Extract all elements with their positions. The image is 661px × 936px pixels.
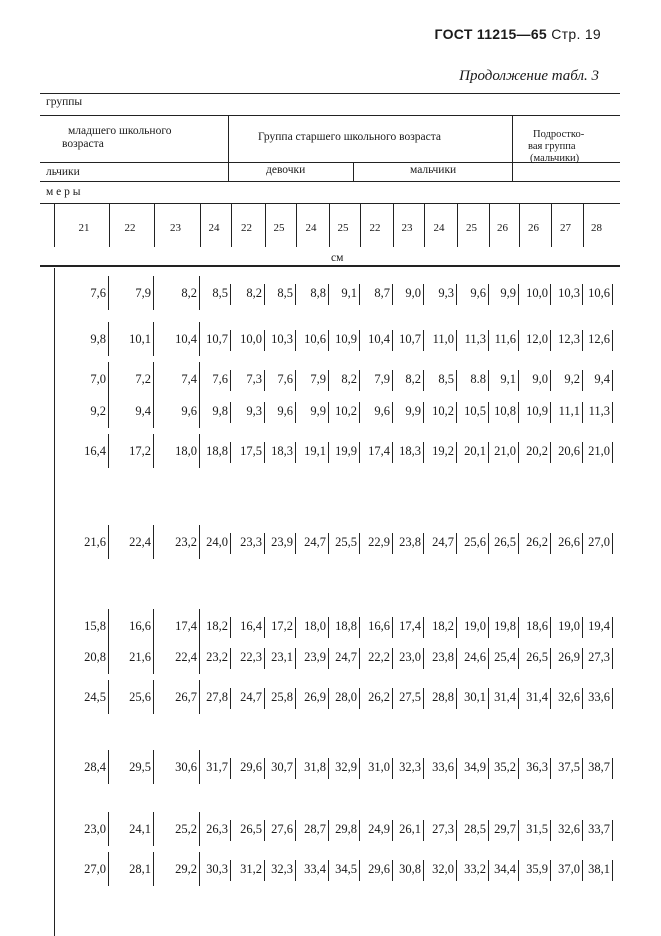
table-cell: 27,6 [271, 822, 293, 836]
table-cell: 21,6 [84, 535, 106, 549]
size-header-cell: 27 [560, 222, 571, 234]
table-cell: 10,0 [526, 286, 548, 300]
size-header-cell: 22 [124, 222, 136, 234]
table-cell: 10,5 [464, 404, 486, 418]
table-cell: 8,5 [438, 372, 454, 386]
table-cell: 28,0 [335, 690, 357, 704]
table-cell: 26,2 [526, 535, 548, 549]
table-cell: 11,6 [494, 332, 516, 346]
cell-divider [612, 860, 613, 881]
table-cell: 22,4 [175, 650, 197, 664]
cell-divider [108, 680, 109, 714]
junior-sub-header: льчики [46, 166, 80, 178]
cell-divider [153, 852, 154, 886]
table-cell: 19,0 [464, 619, 486, 633]
table-cell: 28,4 [84, 760, 106, 774]
table-cell: 10,8 [494, 404, 516, 418]
table-cell: 25,8 [271, 690, 293, 704]
table-cell: 28,1 [129, 862, 151, 876]
table-cell: 11,3 [588, 404, 610, 418]
table-continuation: Продолжение табл. 3 [459, 68, 599, 84]
table-cell: 8,7 [374, 286, 390, 300]
table-cell: 11,1 [558, 404, 580, 418]
cell-divider [108, 525, 109, 559]
table-cell: 7,3 [246, 372, 262, 386]
table-cell: 18,6 [526, 619, 548, 633]
cell-divider [612, 370, 613, 391]
cell-divider [153, 394, 154, 428]
size-row-divider [54, 203, 55, 247]
table-cell: 21,0 [588, 444, 610, 458]
table-cell: 30,3 [206, 862, 228, 876]
cell-divider [612, 820, 613, 841]
girls-sub-header: девочки [266, 164, 306, 176]
table-cell: 33,6 [432, 760, 454, 774]
table-cell: 30,7 [271, 760, 293, 774]
table-cell: 27,0 [588, 535, 610, 549]
size-header-cell: 25 [466, 222, 477, 234]
table-cell: 11,3 [464, 332, 486, 346]
table-cell: 35,9 [526, 862, 548, 876]
size-header-cell: 24 [305, 222, 317, 234]
table-cell: 10,3 [271, 332, 293, 346]
header-divider [228, 115, 229, 181]
cell-divider [108, 750, 109, 784]
table-cell: 16,4 [240, 619, 262, 633]
table-cell: 20,1 [464, 444, 486, 458]
cell-divider [153, 434, 154, 468]
teen-group-header: вая группа [528, 141, 576, 152]
table-cell: 7,0 [90, 372, 106, 386]
cell-divider [612, 402, 613, 423]
table-cell: 9,9 [405, 404, 421, 418]
table-cell: 18,0 [304, 619, 326, 633]
table-cell: 9,4 [135, 404, 151, 418]
table-cell: 29,8 [335, 822, 357, 836]
cell-divider [108, 812, 109, 846]
table-cell: 30,8 [399, 862, 421, 876]
table-cell: 29,2 [175, 862, 197, 876]
table-cell: 33,6 [588, 690, 610, 704]
standard-number: ГОСТ 11215—65 [434, 26, 548, 42]
table-cell: 19,2 [432, 444, 454, 458]
table-cell: 27,5 [399, 690, 421, 704]
cell-divider [108, 434, 109, 468]
table-cell: 7,6 [277, 372, 293, 386]
table-cell: 23,3 [240, 535, 262, 549]
table-cell: 35,2 [494, 760, 516, 774]
size-header-cell: 26 [528, 222, 539, 234]
size-header-cell: 22 [369, 222, 381, 234]
size-header-cell: 28 [591, 222, 602, 234]
cell-divider [612, 648, 613, 669]
table-cell: 26,6 [558, 535, 580, 549]
table-cell: 9,3 [438, 286, 454, 300]
table-cell: 7,9 [135, 286, 151, 300]
table-cell: 9,6 [277, 404, 293, 418]
table-cell: 9,6 [181, 404, 197, 418]
size-header-cell: 25 [337, 222, 349, 234]
table-cell: 18,3 [271, 444, 293, 458]
table-cell: 21,6 [129, 650, 151, 664]
table-cell: 19,1 [304, 444, 326, 458]
table-cell: 24,5 [84, 690, 106, 704]
rule-line [40, 115, 620, 116]
table-cell: 9,9 [310, 404, 326, 418]
table-cell: 9,0 [405, 286, 421, 300]
table-cell: 18,2 [432, 619, 454, 633]
table-cell: 22,4 [129, 535, 151, 549]
table-cell: 26,5 [526, 650, 548, 664]
table-cell: 17,4 [368, 444, 390, 458]
table-cell: 8,2 [181, 286, 197, 300]
table-cell: 23,8 [399, 535, 421, 549]
table-cell: 29,5 [129, 760, 151, 774]
table-cell: 9,0 [532, 372, 548, 386]
table-cell: 10,0 [240, 332, 262, 346]
table-cell: 30,1 [464, 690, 486, 704]
table-cell: 23,9 [304, 650, 326, 664]
table-cell: 19,9 [335, 444, 357, 458]
table-cell: 26,9 [304, 690, 326, 704]
table-cell: 24,7 [335, 650, 357, 664]
table-cell: 10,2 [432, 404, 454, 418]
table-cell: 26,1 [399, 822, 421, 836]
rule-line [40, 93, 620, 94]
rule-line [40, 181, 620, 182]
table-cell: 32,6 [558, 822, 580, 836]
table-cell: 31,8 [304, 760, 326, 774]
table-cell: 9,3 [246, 404, 262, 418]
table-cell: 24,1 [129, 822, 151, 836]
table-cell: 22,2 [368, 650, 390, 664]
table-cell: 9,2 [90, 404, 106, 418]
table-cell: 9,8 [212, 404, 228, 418]
table-cell: 33,2 [464, 862, 486, 876]
table-cell: 7,2 [135, 372, 151, 386]
table-cell: 17,5 [240, 444, 262, 458]
table-cell: 31,2 [240, 862, 262, 876]
table-cell: 25,4 [494, 650, 516, 664]
table-cell: 25,6 [464, 535, 486, 549]
rule-line [40, 203, 620, 204]
table-cell: 7,4 [181, 372, 197, 386]
table-cell: 12,6 [588, 332, 610, 346]
table-cell: 9,1 [341, 286, 357, 300]
teen-group-header: (мальчики) [530, 153, 580, 164]
table-cell: 19,8 [494, 619, 516, 633]
table-cell: 9,6 [374, 404, 390, 418]
table-cell: 10,6 [304, 332, 326, 346]
cell-divider [108, 394, 109, 428]
cell-divider [153, 525, 154, 559]
table-cell: 17,2 [271, 619, 293, 633]
table-cell: 33,4 [304, 862, 326, 876]
size-header-cell: 23 [170, 222, 181, 234]
table-cell: 21,0 [494, 444, 516, 458]
table-cell: 20,6 [558, 444, 580, 458]
table-cell: 28,7 [304, 822, 326, 836]
table-cell: 34,4 [494, 862, 516, 876]
header-divider [512, 115, 513, 181]
table-cell: 31,5 [526, 822, 548, 836]
table-cell: 34,9 [464, 760, 486, 774]
cell-divider [108, 322, 109, 356]
table-cell: 38,1 [588, 862, 610, 876]
body-left-border [54, 268, 55, 936]
table-cell: 19,0 [558, 619, 580, 633]
table-cell: 18,8 [335, 619, 357, 633]
table-cell: 23,8 [432, 650, 454, 664]
table-cell: 9,9 [500, 286, 516, 300]
table-cell: 18,0 [175, 444, 197, 458]
cell-divider [108, 276, 109, 310]
table-cell: 32,3 [271, 862, 293, 876]
table-cell: 17,4 [175, 619, 197, 633]
unit-label: см [331, 252, 344, 264]
senior-group-header: Группа старшего школьного возраста [258, 131, 441, 143]
table-cell: 8,5 [212, 286, 228, 300]
cell-divider [153, 640, 154, 674]
table-cell: 24,7 [240, 690, 262, 704]
table-cell: 10,3 [558, 286, 580, 300]
size-header-cell: 24 [433, 222, 445, 234]
table-cell: 23,0 [84, 822, 106, 836]
table-cell: 28,8 [432, 690, 454, 704]
table-cell: 27,8 [206, 690, 228, 704]
junior-group-header: возраста [62, 138, 104, 150]
cell-divider [612, 284, 613, 305]
table-cell: 10,4 [175, 332, 197, 346]
table-cell: 10,4 [368, 332, 390, 346]
table-cell: 25,5 [335, 535, 357, 549]
size-header-cell: 25 [273, 222, 285, 234]
cell-divider [153, 609, 154, 643]
table-cell: 9,6 [470, 286, 486, 300]
table-cell: 26,3 [206, 822, 228, 836]
size-header-cell: 23 [401, 222, 413, 234]
table-cell: 31,0 [368, 760, 390, 774]
page-number: Стр. 19 [551, 26, 601, 42]
page-header [435, 26, 601, 42]
table-cell: 7,6 [212, 372, 228, 386]
table-cell: 8,2 [405, 372, 421, 386]
table-cell: 9,8 [90, 332, 106, 346]
cell-divider [108, 609, 109, 643]
table-cell: 20,8 [84, 650, 106, 664]
table-cell: 34,5 [335, 862, 357, 876]
group-label: группы [46, 96, 83, 108]
table-cell: 23,2 [175, 535, 197, 549]
rule-line [40, 265, 620, 267]
table-cell: 32,6 [558, 690, 580, 704]
size-header-cell: 22 [241, 222, 252, 234]
table-cell: 10,9 [526, 404, 548, 418]
table-cell: 24,0 [206, 535, 228, 549]
table-cell: 16,6 [129, 619, 151, 633]
cell-divider [153, 322, 154, 356]
table-cell: 10,9 [335, 332, 357, 346]
table-cell: 33,7 [588, 822, 610, 836]
table-cell: 24,7 [304, 535, 326, 549]
table-cell: 11,0 [432, 332, 454, 346]
cell-divider [612, 330, 613, 351]
table-cell: 29,6 [240, 760, 262, 774]
table-cell: 22,3 [240, 650, 262, 664]
cell-divider [612, 758, 613, 779]
cell-divider [108, 852, 109, 886]
table-cell: 8,2 [246, 286, 262, 300]
header-divider [353, 162, 354, 181]
table-cell: 23,0 [399, 650, 421, 664]
table-cell: 7,9 [374, 372, 390, 386]
table-cell: 7,9 [310, 372, 326, 386]
cell-divider [612, 442, 613, 463]
teen-group-header: Подростко- [533, 129, 585, 140]
table-cell: 18,2 [206, 619, 228, 633]
table-cell: 8,8 [310, 286, 326, 300]
size-header-cell: 24 [208, 222, 220, 234]
table-cell: 10,7 [206, 332, 228, 346]
table-cell: 28,5 [464, 822, 486, 836]
size-header-cell: 26 [497, 222, 508, 234]
table-cell: 31,4 [494, 690, 516, 704]
table-cell: 26,5 [240, 822, 262, 836]
table-cell: 23,1 [271, 650, 293, 664]
table-cell: 26,5 [494, 535, 516, 549]
table-cell: 10,1 [129, 332, 151, 346]
table-cell: 12,3 [558, 332, 580, 346]
table-cell: 7,6 [90, 286, 106, 300]
table-cell: 26,9 [558, 650, 580, 664]
table-cell: 25,2 [175, 822, 197, 836]
table-cell: 30,6 [175, 760, 197, 774]
table-cell: 10,6 [588, 286, 610, 300]
cell-divider [612, 688, 613, 709]
cell-divider [153, 750, 154, 784]
size-header-cell: 21 [78, 222, 90, 234]
table-cell: 27,3 [588, 650, 610, 664]
table-cell: 9,2 [564, 372, 580, 386]
table-cell: 8,2 [341, 372, 357, 386]
table-cell: 18,8 [206, 444, 228, 458]
cell-divider [612, 617, 613, 638]
table-cell: 24,7 [432, 535, 454, 549]
cell-divider [108, 362, 109, 396]
cell-divider [153, 680, 154, 714]
boys-sub-header: мальчики [410, 164, 457, 176]
table-cell: 9,4 [594, 372, 610, 386]
table-cell: 20,2 [526, 444, 548, 458]
table-cell: 10,7 [399, 332, 421, 346]
table-cell: 32,0 [432, 862, 454, 876]
table-cell: 17,4 [399, 619, 421, 633]
table-cell: 36,3 [526, 760, 548, 774]
measures-label: м е р ы [46, 186, 81, 198]
table-cell: 29,6 [368, 862, 390, 876]
table-cell: 31,7 [206, 760, 228, 774]
cell-divider [153, 276, 154, 310]
table-cell: 26,2 [368, 690, 390, 704]
table-cell: 19,4 [588, 619, 610, 633]
table-cell: 24,9 [368, 822, 390, 836]
table-cell: 9,1 [500, 372, 516, 386]
table-cell: 31,4 [526, 690, 548, 704]
table-cell: 17,2 [129, 444, 151, 458]
table-cell: 29,7 [494, 822, 516, 836]
table-cell: 8,5 [277, 286, 293, 300]
table-cell: 16,4 [84, 444, 106, 458]
table-cell: 26,7 [175, 690, 197, 704]
table-cell: 12,0 [526, 332, 548, 346]
table-cell: 32,9 [335, 760, 357, 774]
table-cell: 23,2 [206, 650, 228, 664]
table-cell: 38,7 [588, 760, 610, 774]
table-cell: 32,3 [399, 760, 421, 774]
table-cell: 10,2 [335, 404, 357, 418]
table-cell: 25,6 [129, 690, 151, 704]
table-cell: 16,6 [368, 619, 390, 633]
cell-divider [153, 812, 154, 846]
junior-group-header: младшего школьного [68, 125, 172, 137]
table-cell: 27,0 [84, 862, 106, 876]
table-cell: 18,3 [399, 444, 421, 458]
table-cell: 37,0 [558, 862, 580, 876]
cell-divider [612, 533, 613, 554]
table-cell: 23,9 [271, 535, 293, 549]
table-cell: 27,3 [432, 822, 454, 836]
cell-divider [153, 362, 154, 396]
table-cell: 8.8 [470, 372, 486, 386]
table-cell: 15,8 [84, 619, 106, 633]
cell-divider [108, 640, 109, 674]
table-cell: 22,9 [368, 535, 390, 549]
table-cell: 24,6 [464, 650, 486, 664]
table-cell: 37,5 [558, 760, 580, 774]
